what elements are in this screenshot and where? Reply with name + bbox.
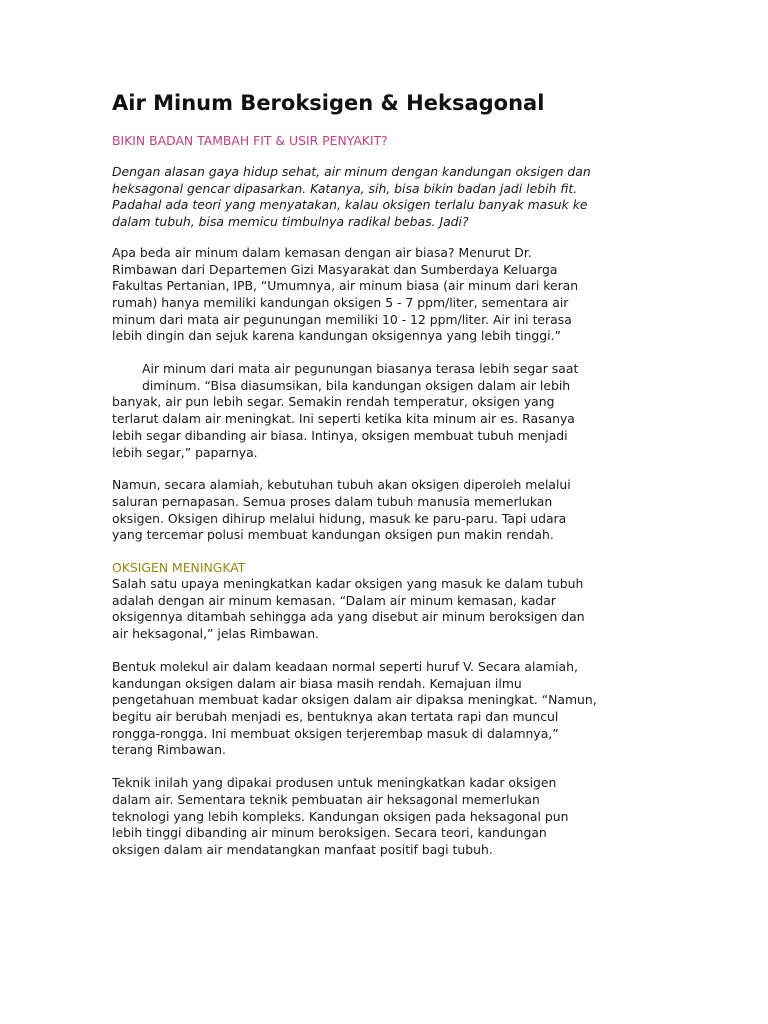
lead-paragraph — [112, 164, 657, 231]
paragraph-1 — [112, 245, 657, 345]
text-line: kandungan oksigen dalam air biasa masih rendah. Kemajuan ilmu — [112, 675, 522, 691]
text-line: banyak, air pun lebih segar. Semakin rendah temperatur, oksigen yang — [112, 394, 555, 410]
document-page — [112, 88, 657, 875]
text-line: Namun, secara alamiah, kebutuhan tubuh akan oksigen diperoleh melalui — [112, 477, 571, 493]
text-line: Padahal ada teori yang menyatakan, kalau oksigen terlalu banyak masuk ke — [112, 197, 588, 213]
paragraph-5 — [112, 659, 657, 759]
text-line: terang Rimbawan. — [112, 742, 226, 758]
text-line: Bentuk molekul air dalam keadaan normal seperti huruf V. Secara alamiah, — [112, 658, 578, 674]
text-line: lebih tinggi dibanding air minum beroksigen. Secara teori, kandungan — [112, 825, 547, 841]
text-line: lebih segar,” paparnya. — [112, 444, 258, 460]
text-line: lebih segar dibanding air biasa. Intinya, oksigen membuat tubuh menjadi — [112, 427, 568, 443]
text-line: dalam air. Sementara teknik pembuatan air heksagonal memerlukan — [112, 791, 540, 807]
text-line: adalah dengan air minum kemasan. “Dalam air minum kemasan, kadar — [112, 592, 556, 608]
paragraph-2 — [112, 361, 657, 461]
text-line: Teknik inilah yang dipakai produsen untuk meningkatkan kadar oksigen — [112, 775, 557, 791]
text-line: rumah) hanya memiliki kandungan oksigen 5 - 7 ppm/liter, sementara air — [112, 294, 569, 310]
text-line: Salah satu upaya meningkatkan kadar oksigen yang masuk ke dalam tubuh — [112, 576, 584, 592]
text-line: Dengan alasan gaya hidup sehat, air minum dengan kandungan oksigen dan — [112, 164, 591, 179]
text-line: air heksagonal,” jelas Rimbawan. — [112, 626, 319, 642]
text-line: pengetahuan membuat kadar oksigen dalam air dipaksa meningkat. “Namun, — [112, 692, 597, 708]
text-line: heksagonal gencar dipasarkan. Katanya, sih, bisa bikin badan jadi lebih fit. — [112, 180, 578, 196]
paragraph-4 — [112, 576, 657, 643]
text-line: Fakultas Pertanian, IPB, “Umumnya, air minum biasa (air minum dari keran — [112, 278, 579, 294]
text-line: saluran pernapasan. Semua proses dalam tubuh manusia memerlukan — [112, 493, 553, 509]
paragraph-6 — [112, 775, 657, 859]
text-line: dalam tubuh, bisa memicu timbulnya radikal bebas. Jadi? — [112, 214, 469, 230]
text-line: diminum. “Bisa diasumsikan, bila kandungan oksigen dalam air lebih — [142, 377, 571, 393]
text-line: Apa beda air minum dalam kemasan dengan air biasa? Menurut Dr. — [112, 244, 532, 260]
text-line: lebih dingin dan sejuk karena kandungan oksigennya yang lebih tinggi.” — [112, 328, 561, 344]
text-line: yang tercemar polusi membuat kandungan oksigen pun makin rendah. — [112, 527, 554, 543]
text-line: Air minum dari mata air pegunungan biasanya terasa lebih segar saat — [142, 361, 579, 377]
text-line: begitu air berubah menjadi es, bentuknya akan tertata rapi dan muncul — [112, 708, 559, 724]
section-heading: OKSIGEN MENINGKAT — [112, 560, 246, 576]
text-line: minum dari mata air pegunungan memiliki 10 - 12 ppm/liter. Air ini terasa — [112, 311, 572, 327]
article-title: Air Minum Beroksigen & Heksagonal — [112, 91, 545, 115]
text-line: oksigen dalam air mendatangkan manfaat positif bagi tubuh. — [112, 841, 493, 857]
text-line: oksigennya ditambah sehingga ada yang disebut air minum beroksigen dan — [112, 609, 585, 625]
paragraph-3 — [112, 477, 657, 544]
article-subheading: BIKIN BADAN TAMBAH FIT & USIR PENYAKIT? — [112, 133, 388, 148]
text-line: terlarut dalam air meningkat. Ini seperti ketika kita minum air es. Rasanya — [112, 411, 575, 427]
text-line: teknologi yang lebih kompleks. Kandungan oksigen pada heksagonal pun — [112, 808, 569, 824]
text-line: rongga-rongga. Ini membuat oksigen terjerembap masuk di dalamnya,” — [112, 725, 559, 741]
text-line: Rimbawan dari Departemen Gizi Masyarakat dan Sumberdaya Keluarga — [112, 261, 558, 277]
text-line: oksigen. Oksigen dihirup melalui hidung, masuk ke paru-paru. Tapi udara — [112, 510, 567, 526]
